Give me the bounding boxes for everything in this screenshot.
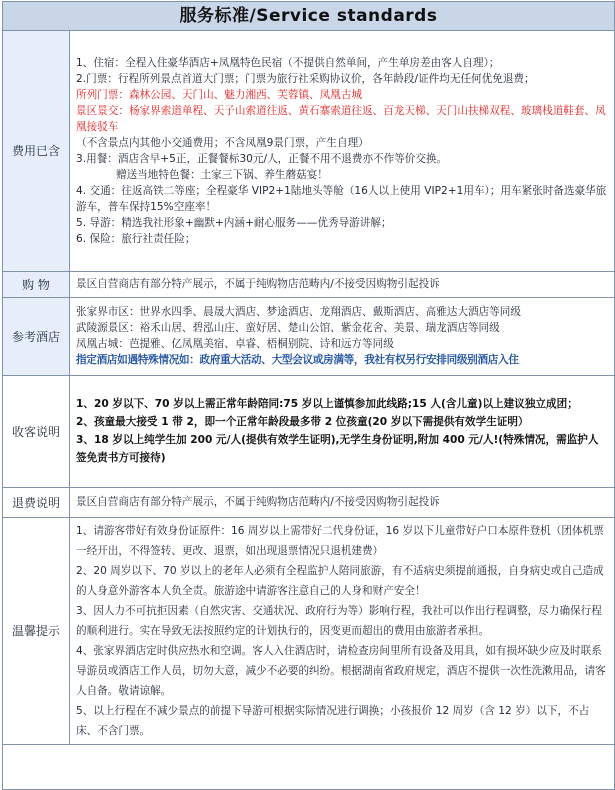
tickets-line: 2.门票：行程所列景点首道大门票；门票为旅行社采购协议价，各年龄段/证件均无任何优免退费； (76, 72, 535, 85)
guest-policy-label: 收客说明 (3, 375, 70, 487)
refund-label: 退费说明 (3, 487, 70, 517)
tips-content (70, 517, 615, 744)
exclusions-line: （不含景点内其他小交通费用；不含凤凰9景门票，产生自理） (76, 136, 369, 149)
meals-extra-line: 赠送当地特色餐：土家三下锅、养生蘑菇宴！ (116, 168, 328, 181)
scenic-transport-label: 景区景交： (76, 104, 129, 117)
page-title: 服务标准/Service standards (3, 2, 614, 31)
meals-line: 3.用餐：酒店含早+5正，正餐餐标30元/人，正餐不用不退费亦不作等价交换。 (76, 152, 448, 165)
hotels-content (70, 297, 615, 375)
hotels-note-line: 指定酒店如遇特殊情况如：政府重大活动、大型会议或房满等，我社有权另行安排同级别酒店入住 (76, 354, 519, 366)
tips-line-5: 5、以上行程在不减少景点的前提下导游可根据实际情况进行调换；小孩报价 12 周岁（含 12 岁）以下，不占床、不含门票。 (76, 704, 590, 737)
service-table (3, 31, 614, 745)
hotels-label: 参考酒店 (3, 297, 70, 375)
scenic-transport-value: 杨家界索道单程、天子山索道往返、黄石寨索道往返、百龙天梯、天门山扶梯双程、玻璃栈道鞋套、凤凰接驳车 (76, 104, 606, 133)
listed-gates-label: 所列门票： (76, 88, 129, 101)
row-guest-policy (3, 375, 614, 487)
fees-included-label: 费用已含 (3, 31, 70, 271)
tips-line-2: 2、20 周岁以下、70 岁以上的老年人必须有全程监护人陪同旅游，有不适病史须提前通报，自身病史或自己造成的人身意外游客本人负全责。旅游途中请游客注意自己的人身和财产安全！ (76, 564, 604, 597)
guest-policy-line-3: 3、18 岁以上纯学生加 200 元/人(提供有效学生证明),无学生身份证明,附加 400 元/人!(特殊情况，需监护人签免责书方可接待) (76, 434, 599, 464)
guide-line: 5. 导游：精选我社形象+幽默+内涵+耐心服务——优秀导游讲解； (76, 216, 392, 229)
listed-gates-line (76, 87, 608, 103)
hotels-fenghuang-line: 凤凰古城：芭提雅、亿凤凰美宿、卓睿、梧桐别院、诗和远方等同级 (76, 338, 394, 350)
guest-policy-content (70, 375, 615, 487)
tips-line-4: 4、张家界酒店定时供应热水和空调。客人入住酒店时，请检查房间里所有设备及用具，如有损坏缺少应及时联系导游员或酒店工作人员，切勿大意，减少不必要的纠纷。根据湖南省政府规定，酒店不提供一次性洗漱用品，请客人自备。敬请谅解。 (76, 644, 606, 697)
hotels-wulingyuan-line: 武陵源景区：裕禾山居、碧泓山庄、蛮好居、楚山公馆、紫金花舍、美景、瑞龙酒店等同级 (76, 322, 500, 334)
service-standards-sheet (2, 1, 615, 790)
tips-line-3: 3、因人力不可抗拒因素（自然灾害、交通状况、政府行为等）影响行程，我社可以作出行程调整，尽力确保行程的顺利进行。实在导致无法按照约定的计划执行的，因变更而超出的费用由旅游者承担。 (76, 604, 602, 637)
shopping-label: 购 物 (3, 271, 70, 297)
row-tips (3, 517, 614, 744)
scenic-transport-line (76, 103, 608, 135)
hotels-city-line: 张家界市区：世界水四季、晨晟大酒店、梦途酒店、龙翔酒店、戴斯酒店、高雅达大酒店等同级 (76, 306, 521, 318)
row-hotels (3, 297, 614, 375)
guest-policy-line-1: 1、20 岁以下、70 岁以上需正常年龄陪同:75 岁以上谨慎参加此线路;15 人(含儿童)以上建议独立成团； (76, 398, 578, 410)
transport-line: 4. 交通：往返高铁二等座；全程豪华 VIP2+1陆地头等舱（16人以上使用 VIP2+1用车）；用车紧张时备选豪华旅游车，普车保持15%空座率！ (76, 184, 607, 213)
tips-line-1: 1、请游客带好有效身份证原件：16 周岁以上需带好二代身份证，16 岁以下儿童带好户口本原件登机（团体机票一经开出，不得签转、更改、退票，如出现退票情况只退机建费） (76, 524, 604, 557)
refund-content: 景区自营商店有部分特产展示，不属于纯购物店范畴内/不接受因购物引起投诉 (70, 487, 615, 517)
insurance-line: 6. 保险：旅行社责任险； (76, 232, 196, 245)
row-refund (3, 487, 614, 517)
listed-gates-value: 森林公园、天门山、魅力湘西、芙蓉镇、凤凰古城 (128, 88, 363, 101)
lodging-line: 1、住宿：全程入住豪华酒店+凤凰特色民宿（不提供自然单间，产生单房差由客人自理）； (76, 56, 500, 69)
row-shopping (3, 271, 614, 297)
fees-included-content (70, 31, 615, 271)
guest-policy-line-2: 2、孩童最大接受 1 带 2，即一个正常年龄段最多带 2 位孩童(20 岁以下需提供有效学生证明） (76, 416, 529, 428)
row-fees-included (3, 31, 614, 271)
shopping-content: 景区自营商店有部分特产展示，不属于纯购物店范畴内/不接受因购物引起投诉 (70, 271, 615, 297)
tips-label: 温馨提示 (3, 517, 70, 744)
